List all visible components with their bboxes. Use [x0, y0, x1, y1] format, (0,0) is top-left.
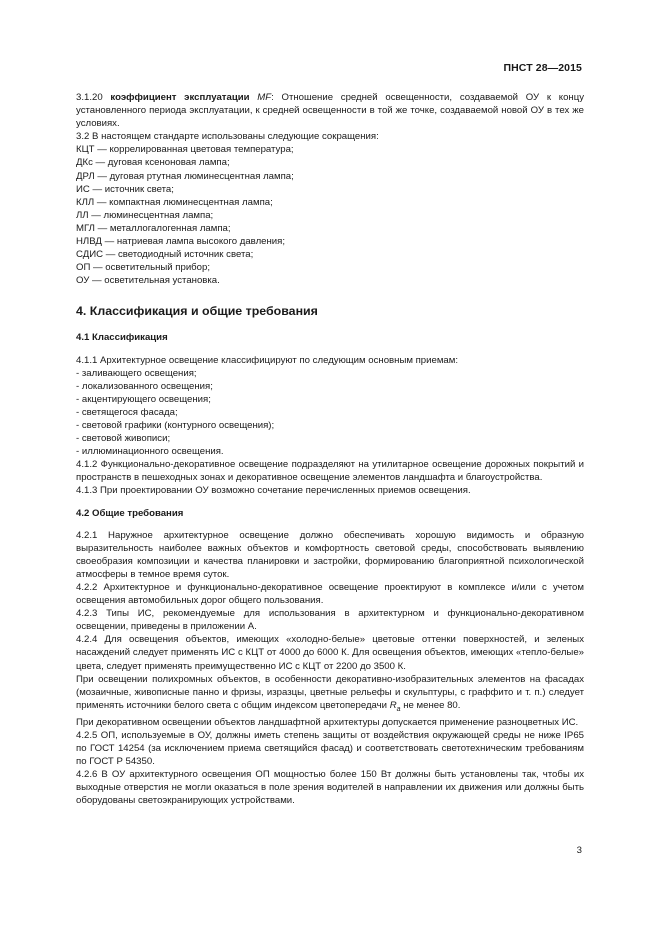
page-number: 3 — [576, 845, 582, 856]
list-item: ЛЛ — люминесцентная лампа; — [76, 209, 214, 221]
term: коэффициент эксплуатации — [110, 92, 250, 103]
list-item: - заливающего освещения; — [76, 367, 197, 379]
list-item: КЛЛ — компактная люминесцентная лампа; — [76, 196, 273, 208]
list-item: ОУ — осветительная установка. — [76, 275, 220, 287]
term-symbol: MF — [257, 92, 272, 103]
clause-4-1-1: 4.1.1 Архитектурное освещение классифицируют по следующим основным приемам: — [76, 354, 459, 366]
clause-text: не менее 80. — [400, 699, 461, 711]
list-item: - иллюминационного освещения. — [76, 446, 224, 458]
list-item: - локализованного освещения; — [76, 380, 213, 392]
list-item: НЛВД — натриевая лампа высокого давления; — [76, 236, 286, 248]
subsection-4-2-title: 4.2 Общие требования — [76, 507, 184, 519]
list-item: ИС — источник света; — [76, 183, 174, 195]
clause-4-2-1: 4.2.1 Наружное архитектурное освещение должно обеспечивать хорошую видимость и образную выразительность наиболее важных объектов и комфортность световой среды, способствовать выявлению своеобразия композиции и качества планировки и застройки, формированию благоприятной психологической атмосферы в темное время суток. — [76, 529, 584, 580]
clause-number: 3.1.20 — [76, 92, 103, 103]
clause-4-1-3: 4.1.3 При проектировании ОУ возможно сочетание перечисленных приемов освещения. — [76, 485, 471, 497]
clause-4-1-2: 4.1.2 Функционально-декоративное освещение подразделяют на утилитарное освещение дорожных покрытий и пространств в пешеходных зонах и декоративное освещение элементов ландшафта и благоустройства. — [76, 459, 584, 484]
clause-4-2-3: 4.2.3 Типы ИС, рекомендуемые для использования в архитектурном и функционально-декоративном освещении, приведены в приложении А. — [76, 608, 584, 633]
list-item: СДИС — светодиодный источник света; — [76, 249, 254, 261]
list-item: - светящегося фасада; — [76, 406, 178, 418]
list-item: КЦТ — коррелированная цветовая температура; — [76, 144, 294, 156]
symbol-letter: R — [389, 699, 397, 711]
list-item: - световой живописи; — [76, 433, 171, 445]
document-id-header: ПНСТ 28—2015 — [503, 62, 582, 74]
clause-4-2-2: 4.2.2 Архитектурное и функционально-декоративное освещение проектируют в комплексе и/или с учетом освещения автомобильных дорог общего пользования. — [76, 582, 584, 607]
clause-4-2-4-c: При декоративном освещении объектов ландшафтной архитектуры допускается применение разноцветных ИС. — [76, 716, 579, 728]
classification-list — [76, 367, 584, 459]
clause-3-1-20 — [76, 91, 584, 130]
document-body — [76, 91, 584, 808]
list-item: ДКс — дуговая ксеноновая лампа; — [76, 157, 230, 169]
symbol-subscript: a — [396, 705, 401, 713]
clause-4-2-5: 4.2.5 ОП, используемые в ОУ, должны иметь степень защиты от воздействия окружающей среды не ниже IP65 по ГОСТ 14254 (за исключением приема светящийся фасад) и соответствовать светотехническим требованиям по ГОСТ Р 54350. — [76, 729, 584, 768]
clause-4-2-4-b — [76, 673, 584, 716]
list-item: - акцентирующего освещения; — [76, 393, 211, 405]
clause-4-2-4-a: 4.2.4 Для освещения объектов, имеющих «холодно-белые» цветовые оттенки поверхностей, и зеленых насаждений следует применять ИС с КЦТ от 4000 до 6000 К. Для освещения объектов, имеющих «тепло-белые» цвета, следует применять преимущественно ИС с КЦТ от 2200 до 3500 К. — [76, 634, 584, 672]
section-4-title: 4. Классификация и общие требования — [76, 304, 318, 319]
abbreviation-list — [76, 143, 584, 287]
list-item: ДРЛ — дуговая ртутная люминесцентная лампа; — [76, 170, 294, 182]
clause-4-2-6: 4.2.6 В ОУ архитектурного освещения ОП мощностью более 150 Вт должны быть установлены так, чтобы их выходные отверстия не могли оказаться в поле зрения водителей в направлении их движения или должны быть оборудованы светоэкранирующих устройствами. — [76, 769, 584, 807]
symbol-ra — [390, 700, 401, 711]
clause-text: При освещении полихромных объектов, в особенности декоративно-изобразительных элементов на фасадах (мозаичные, живописные панно и фризы, изразцы, цветные рельефы и скульптуры, с граффито и т. п.) следует применять источники белого света с общим индексом цветопередачи — [76, 673, 584, 711]
clause-3-2: 3.2 В настоящем стандарте использованы следующие сокращения: — [76, 131, 379, 143]
list-item: МГЛ — металлогалогенная лампа; — [76, 222, 231, 234]
list-item: ОП — осветительный прибор; — [76, 262, 211, 274]
subsection-4-1-title: 4.1 Классификация — [76, 332, 168, 344]
term-definition: : Отношение средней освещенности, создаваемой ОУ к концу установленного периода эксплуатации, к средней освещенности в той же точке, создаваемой новой ОУ в тех же условиях. — [76, 92, 584, 130]
list-item: - световой графики (контурного освещения); — [76, 419, 275, 431]
